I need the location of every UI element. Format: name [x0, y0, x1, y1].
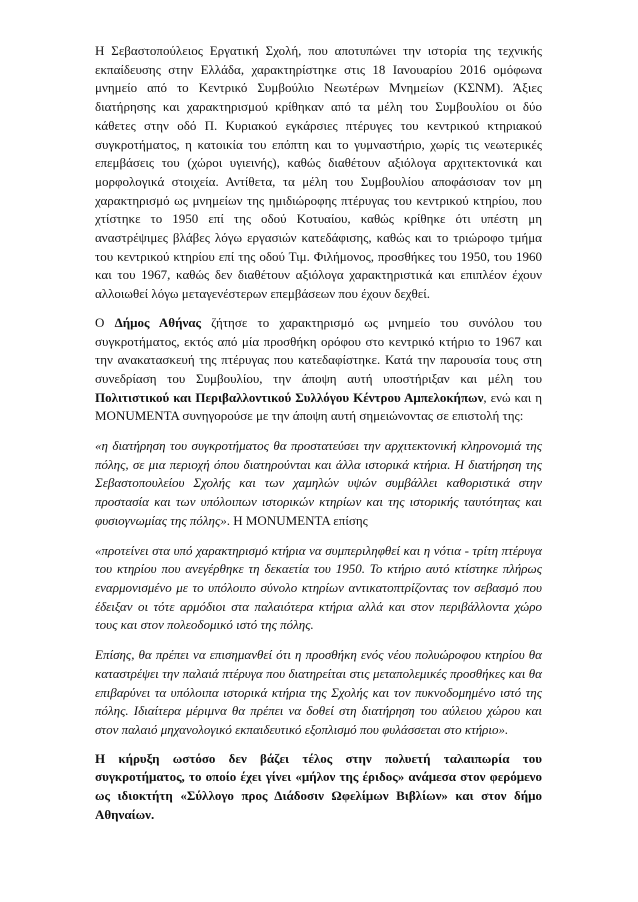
text-segment: Ο	[95, 314, 115, 330]
paragraph-intro: Η Σεβαστοπούλειος Εργατική Σχολή, που αποτυπώνει την ιστορία της τεχνικής εκπαίδευσης στην Ελλάδα, χαρακτηρίστηκε στις 18 Ιανουαρίου 2016 ομόφωνα μνημείο από το Κεντρικό Συμβούλιο Νεωτέρων Μνημείων (ΚΣΝΜ). Άξιες διατήρησης και χαρακτηρισμού κρίθηκαν από τα μέλη του Συμβουλίου οι δύο κάθετες στην οδό Π. Κυριακού εγκάρσιες πτέρυγες του κεντρικού κτηριακού συγκροτήματος, η κατοικία του επόπτη και το γυμναστήριο, χωρίς τις νεωτερικές επεμβάσεις του (χώροι υγιεινής), καθώς διαθέτουν αξιόλογα αρχιτεκτονικά και μορφολογικά στοιχεία. Αντίθετα, τα μέλη του Συμβουλίου αποφάσισαν τον μη χαρακτηρισμό ως μνημείων της ημιδιώροφης πτέρυγας του κεντρικού κτηρίου, που χτίστηκε το 1950 επί της οδού Κοτυαίου, καθώς κρίθηκε ότι υπέστη μη αναστρέψιμες βλάβες λόγω εργασιών κατεδάφισης, καθώς και το τριώροφο τμήμα του κεντρικού κτηρίου επί της οδού Τιμ. Φιλήμονος, προσθήκες του 1950, του 1960 και του 1967, καθώς δεν διαθέτουν αξιόλογα χαρακτηριστικά και επιπλέον έχουν αλλοιωθεί λόγω μεταγενέστερων επεμβάσεων που έχουν δεχθεί.	[95, 43, 542, 302]
text-segment: , ενώ και η MONUMENTA συνηγορούσε με την άποψη αυτή σημειώνοντας σε επιστολή της:	[95, 389, 543, 424]
document-body	[95, 42, 542, 824]
italic-quote: «η διατήρηση του συγκροτήματος θα προστατεύσει την αρχιτεκτονική κληρονομιά της πόλης, σε μια περιοχή όπου διατηρούνται και άλλα ιστορικά κτήρια. Η διατήρηση της Σεβαστοπουλείου Σχολής και των χαμηλών υψών συμβάλλει καθοριστικά στην προστασία και των υπόλοιπων ιστορικών κτηρίων και της ιστορικής ταυτότητας και φυσιογνωμίας της πόλης»	[95, 438, 542, 528]
paragraph-quote-2: «προτείνει στα υπό χαρακτηρισμό κτήρια να συμπεριληφθεί και η νότια - τρίτη πτέρυγα του κτηρίου που ανεγέρθηκε τη δεκαετία του 1950. Το κτήριο αυτό κτίστηκε πλήρως εναρμονισμένο με το υπόλοιπο σύνολο κτηρίων αντικατοπτρίζοντας τον σεβασμό που έδειξαν οι τότε αρμόδιοι στα παλαιότερα κτήρια αλλά και στον περιβάλλοντα χώρο τους και στον πολεοδομικό ιστό της πόλης.	[95, 542, 542, 633]
paragraph-quote-1	[95, 437, 542, 531]
bold-association: Πολιτιστικού και Περιβαλλοντικού Συλλόγου Κέντρου Αμπελοκήπων	[95, 389, 484, 405]
text-segment: . Η MONUMENTA επίσης	[226, 512, 368, 528]
paragraph-conclusion: Η κήρυξη ωστόσο δεν βάζει τέλος στην πολυετή ταλαιπωρία του συγκροτήματος, το οποίο έχει γίνει «μήλον της έριδος» ανάμεσα στον φερόμενο ως ιδιοκτήτη «Σύλλογο προς Διάδοσιν Ωφελίμων Βιβλίων» και στον δήμο Αθηναίων.	[95, 750, 542, 822]
paragraph-quote-3: Επίσης, θα πρέπει να επισημανθεί ότι η προσθήκη ενός νέου πολυώροφου κτηρίου θα καταστρέψει την παλαιά πτέρυγα που διατηρείται στις μεταπολεμικές προσθήκες και θα επιβαρύνει τα υπόλοιπα ιστορικά κτήρια της Σχολής και τον πυκνοδομημένο ιστό της πόλης. Ιδιαίτερα μέριμνα θα πρέπει να δοθεί στη διατήρηση του αύλειου χώρου και στον παλαιό μηχανολογικό εκπαιδευτικό εξοπλισμό που φυλάσσεται στο κτήριο».	[95, 647, 542, 737]
paragraph-municipality	[95, 314, 542, 426]
text-segment: ζήτησε το χαρακτηρισμό ως μνημείο του συνόλου του συγκροτήματος, εκτός από μία προσθήκη ορόφου στο κεντρικό κτήριο το 1967 και την ανακατασκευή της πτέρυγας που κατεδαφίστηκε. Κατά την παρουσία τους στη συνεδρίαση του Συμβουλίου, την άποψη αυτή υποστήριξαν και μέλη του	[95, 314, 542, 386]
bold-municipality: Δήμος Αθήνας	[114, 314, 201, 330]
